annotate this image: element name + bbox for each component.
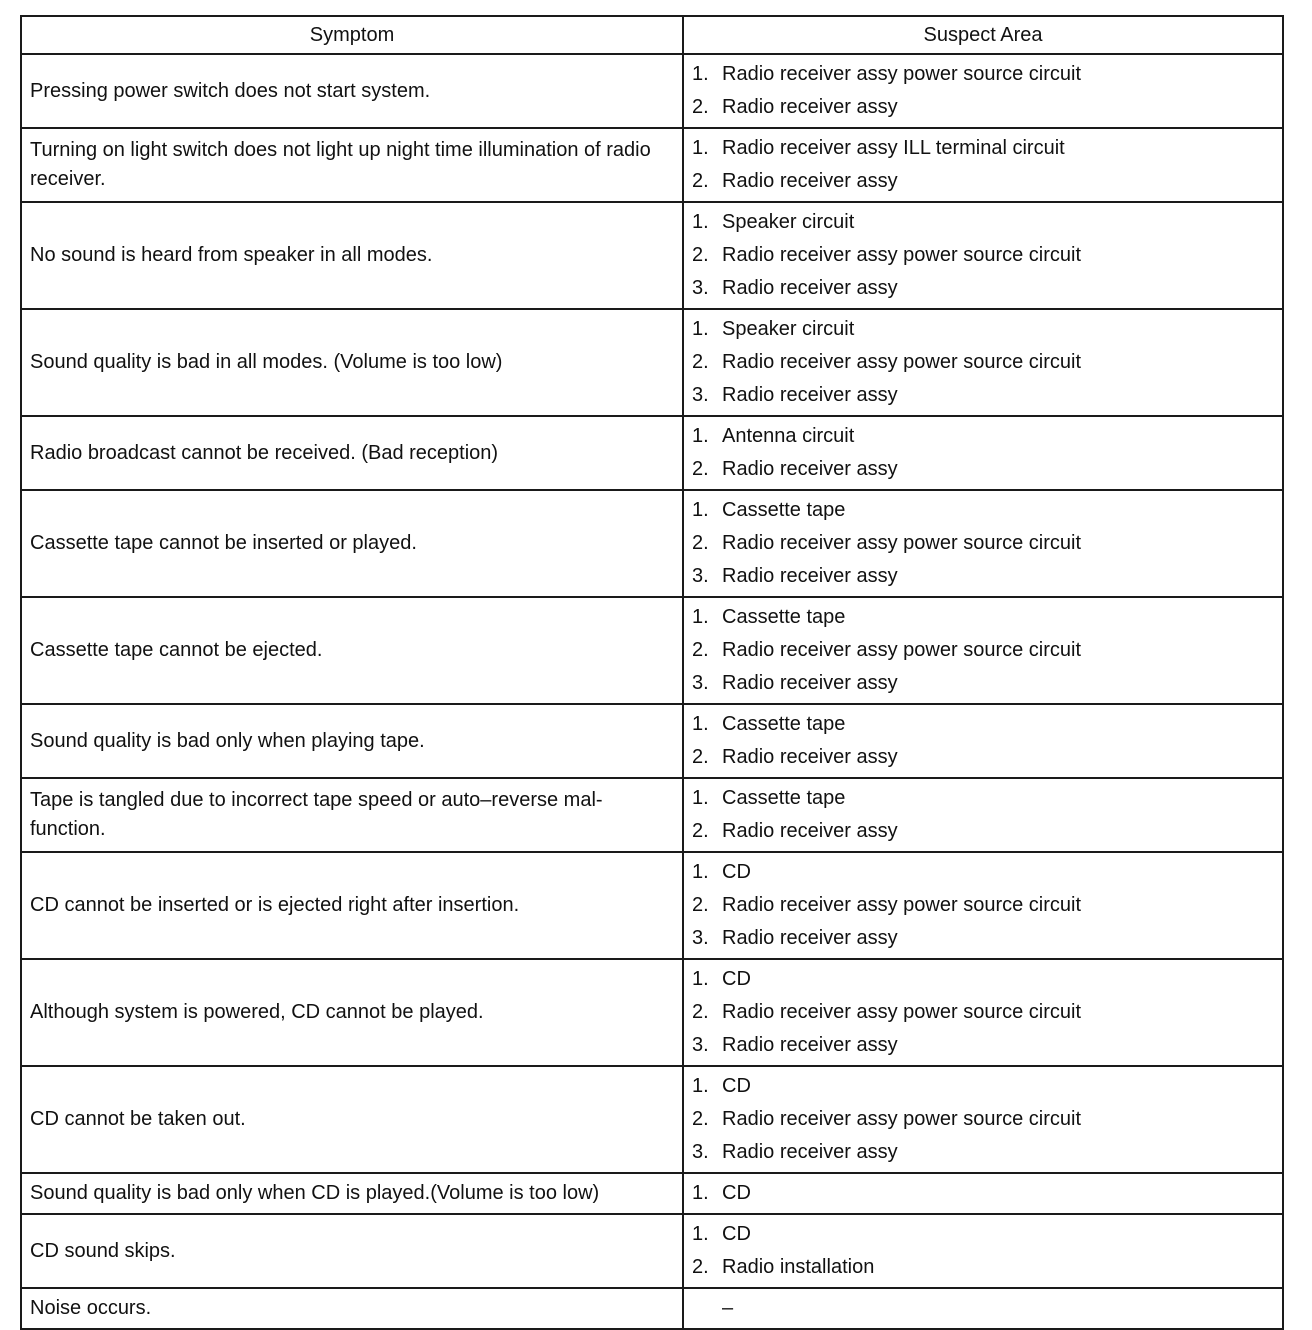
suspect-item-text: CD bbox=[722, 861, 751, 883]
suspect-item-number: 1. bbox=[692, 968, 709, 990]
suspect-item-text: Cassette tape bbox=[722, 787, 846, 809]
header-row bbox=[21, 16, 1283, 54]
suspect-item-number: 3. bbox=[692, 1034, 709, 1056]
suspect-item-text: Radio receiver assy bbox=[722, 1141, 898, 1163]
suspect-item-text: Cassette tape bbox=[722, 713, 846, 735]
suspect-item-text: Radio receiver assy bbox=[722, 458, 898, 480]
table-header bbox=[21, 16, 1283, 54]
suspect-item bbox=[692, 206, 1274, 239]
suspect-item bbox=[692, 1177, 1274, 1210]
suspect-item bbox=[692, 239, 1274, 272]
suspect-item-number: 1. bbox=[692, 861, 709, 883]
table-row bbox=[21, 597, 1283, 704]
suspect-item bbox=[692, 667, 1274, 700]
symptom-cell: Radio broadcast cannot be received. (Bad reception) bbox=[21, 416, 683, 490]
suspect-item bbox=[692, 420, 1274, 453]
suspect-item bbox=[692, 856, 1274, 889]
suspect-item-number: 1. bbox=[692, 211, 709, 233]
table-row bbox=[21, 54, 1283, 128]
suspect-item-text: Radio receiver assy power source circuit bbox=[722, 63, 1082, 85]
suspect-area-cell bbox=[683, 202, 1283, 309]
suspect-item bbox=[692, 741, 1274, 774]
table-row bbox=[21, 778, 1283, 852]
suspect-area-cell bbox=[683, 1214, 1283, 1288]
suspect-item-text: Radio receiver assy power source circuit bbox=[722, 1108, 1082, 1130]
suspect-item-number: 3. bbox=[692, 927, 709, 949]
symptom-cell: Turning on light switch does not light up night time illumination of radio receiver. bbox=[21, 128, 683, 202]
suspect-item-number: 1. bbox=[692, 1075, 709, 1097]
symptom-cell: CD cannot be taken out. bbox=[21, 1066, 683, 1173]
suspect-item bbox=[692, 165, 1274, 198]
suspect-item-number: 2. bbox=[692, 170, 709, 192]
suspect-item bbox=[692, 58, 1274, 91]
suspect-item-text: Radio receiver assy bbox=[722, 927, 898, 949]
suspect-item bbox=[692, 1218, 1274, 1251]
suspect-area-cell bbox=[683, 1288, 1283, 1329]
suspect-item bbox=[692, 996, 1274, 1029]
table-body bbox=[21, 54, 1283, 1329]
suspect-item bbox=[692, 379, 1274, 412]
table-row bbox=[21, 309, 1283, 416]
suspect-area-cell bbox=[683, 54, 1283, 128]
table-row bbox=[21, 490, 1283, 597]
suspect-item-number: 1. bbox=[692, 787, 709, 809]
suspect-item-number: 2. bbox=[692, 96, 709, 118]
suspect-area-cell bbox=[683, 1066, 1283, 1173]
suspect-item bbox=[692, 1070, 1274, 1103]
suspect-item bbox=[692, 1029, 1274, 1062]
symptom-cell: Tape is tangled due to incorrect tape speed or auto–reverse mal-function. bbox=[21, 778, 683, 852]
table-row bbox=[21, 852, 1283, 959]
suspect-item-number: 2. bbox=[692, 639, 709, 661]
suspect-item-text: CD bbox=[722, 968, 751, 990]
table-row bbox=[21, 1288, 1283, 1329]
suspect-item-text: – bbox=[722, 1297, 734, 1319]
suspect-area-cell bbox=[683, 1173, 1283, 1214]
suspect-item bbox=[692, 1292, 1274, 1325]
suspect-item bbox=[692, 494, 1274, 527]
suspect-item-number: 3. bbox=[692, 277, 709, 299]
suspect-item-number: 2. bbox=[692, 458, 709, 480]
suspect-item-number: 2. bbox=[692, 820, 709, 842]
suspect-item-number: 2. bbox=[692, 532, 709, 554]
suspect-item-text: Radio receiver assy bbox=[722, 820, 898, 842]
suspect-area-cell bbox=[683, 704, 1283, 778]
symptom-column-header: Symptom bbox=[21, 16, 683, 54]
suspect-item-number: 2. bbox=[692, 351, 709, 373]
suspect-item-text: Radio receiver assy power source circuit bbox=[722, 1001, 1082, 1023]
table-row bbox=[21, 128, 1283, 202]
table-row bbox=[21, 416, 1283, 490]
suspect-item-number: 3. bbox=[692, 672, 709, 694]
suspect-item bbox=[692, 346, 1274, 379]
suspect-item-number: 3. bbox=[692, 565, 709, 587]
suspect-item-text: Speaker circuit bbox=[722, 211, 855, 233]
symptom-cell: Cassette tape cannot be inserted or played. bbox=[21, 490, 683, 597]
suspect-item bbox=[692, 313, 1274, 346]
suspect-item-number: 1. bbox=[692, 713, 709, 735]
suspect-area-cell bbox=[683, 416, 1283, 490]
suspect-item-number: 1. bbox=[692, 63, 709, 85]
suspect-item-number: 2. bbox=[692, 1108, 709, 1130]
suspect-item bbox=[692, 1251, 1274, 1284]
suspect-item-number: 2. bbox=[692, 244, 709, 266]
suspect-item-number: 1. bbox=[692, 606, 709, 628]
table-row bbox=[21, 1066, 1283, 1173]
suspect-item-text: Radio receiver assy power source circuit bbox=[722, 244, 1082, 266]
suspect-item bbox=[692, 601, 1274, 634]
suspect-item bbox=[692, 1136, 1274, 1169]
suspect-item bbox=[692, 132, 1274, 165]
suspect-item-text: Cassette tape bbox=[722, 499, 846, 521]
suspect-area-cell bbox=[683, 778, 1283, 852]
suspect-item-number: 1. bbox=[692, 499, 709, 521]
suspect-item-text: Radio installation bbox=[722, 1256, 875, 1278]
suspect-area-cell bbox=[683, 309, 1283, 416]
suspect-area-column-header: Suspect Area bbox=[683, 16, 1283, 54]
troubleshooting-sheet bbox=[20, 15, 1282, 1330]
symptom-cell: CD sound skips. bbox=[21, 1214, 683, 1288]
suspect-item bbox=[692, 782, 1274, 815]
suspect-item-text: Radio receiver assy power source circuit bbox=[722, 639, 1082, 661]
table-row bbox=[21, 959, 1283, 1066]
suspect-item-number: 3. bbox=[692, 1141, 709, 1163]
suspect-item bbox=[692, 889, 1274, 922]
suspect-item-number: 2. bbox=[692, 1001, 709, 1023]
suspect-item bbox=[692, 634, 1274, 667]
symptom-cell: Although system is powered, CD cannot be played. bbox=[21, 959, 683, 1066]
suspect-item-number: 2. bbox=[692, 894, 709, 916]
suspect-item-text: Radio receiver assy ILL terminal circuit bbox=[722, 137, 1065, 159]
suspect-item bbox=[692, 963, 1274, 996]
symptom-cell: Cassette tape cannot be ejected. bbox=[21, 597, 683, 704]
suspect-item-text: CD bbox=[722, 1075, 751, 1097]
suspect-item-number: 2. bbox=[692, 1256, 709, 1278]
suspect-item-number: 1. bbox=[692, 1182, 709, 1204]
symptom-cell: CD cannot be inserted or is ejected right after insertion. bbox=[21, 852, 683, 959]
suspect-item-number: 1. bbox=[692, 1223, 709, 1245]
suspect-item-number: 1. bbox=[692, 318, 709, 340]
suspect-item-text: Radio receiver assy bbox=[722, 384, 898, 406]
symptom-cell: Sound quality is bad in all modes. (Volume is too low) bbox=[21, 309, 683, 416]
suspect-item bbox=[692, 453, 1274, 486]
suspect-item-text: Antenna circuit bbox=[722, 425, 855, 447]
suspect-item-text: Radio receiver assy bbox=[722, 170, 898, 192]
suspect-area-cell bbox=[683, 597, 1283, 704]
suspect-item bbox=[692, 560, 1274, 593]
suspect-item-text: Radio receiver assy power source circuit bbox=[722, 894, 1082, 916]
suspect-item bbox=[692, 91, 1274, 124]
suspect-area-cell bbox=[683, 490, 1283, 597]
suspect-item bbox=[692, 815, 1274, 848]
suspect-item-text: Radio receiver assy bbox=[722, 1034, 898, 1056]
suspect-item-text: Speaker circuit bbox=[722, 318, 855, 340]
suspect-item-text: Radio receiver assy bbox=[722, 672, 898, 694]
suspect-item-text: Radio receiver assy bbox=[722, 96, 898, 118]
suspect-item bbox=[692, 1103, 1274, 1136]
suspect-item bbox=[692, 272, 1274, 305]
table-row bbox=[21, 202, 1283, 309]
suspect-area-cell bbox=[683, 959, 1283, 1066]
suspect-item-text: CD bbox=[722, 1182, 751, 1204]
suspect-item-number: 1. bbox=[692, 425, 709, 447]
table-row bbox=[21, 704, 1283, 778]
table-row bbox=[21, 1173, 1283, 1214]
symptom-cell: No sound is heard from speaker in all modes. bbox=[21, 202, 683, 309]
suspect-item-text: Radio receiver assy bbox=[722, 277, 898, 299]
suspect-item-text: Radio receiver assy power source circuit bbox=[722, 532, 1082, 554]
suspect-item-text: Radio receiver assy bbox=[722, 565, 898, 587]
suspect-area-cell bbox=[683, 852, 1283, 959]
suspect-item-text: Radio receiver assy power source circuit bbox=[722, 351, 1082, 373]
symptom-cell: Sound quality is bad only when playing tape. bbox=[21, 704, 683, 778]
symptom-cell: Pressing power switch does not start system. bbox=[21, 54, 683, 128]
suspect-item-number: 2. bbox=[692, 746, 709, 768]
suspect-item bbox=[692, 708, 1274, 741]
suspect-item-number: 3. bbox=[692, 384, 709, 406]
suspect-item bbox=[692, 527, 1274, 560]
suspect-item-text: CD bbox=[722, 1223, 751, 1245]
suspect-area-cell bbox=[683, 128, 1283, 202]
suspect-item-text: Cassette tape bbox=[722, 606, 846, 628]
suspect-item bbox=[692, 922, 1274, 955]
symptom-table bbox=[20, 15, 1284, 1330]
symptom-cell: Noise occurs. bbox=[21, 1288, 683, 1329]
table-row bbox=[21, 1214, 1283, 1288]
suspect-item-text: Radio receiver assy bbox=[722, 746, 898, 768]
symptom-cell: Sound quality is bad only when CD is played.(Volume is too low) bbox=[21, 1173, 683, 1214]
suspect-item-number: 1. bbox=[692, 137, 709, 159]
